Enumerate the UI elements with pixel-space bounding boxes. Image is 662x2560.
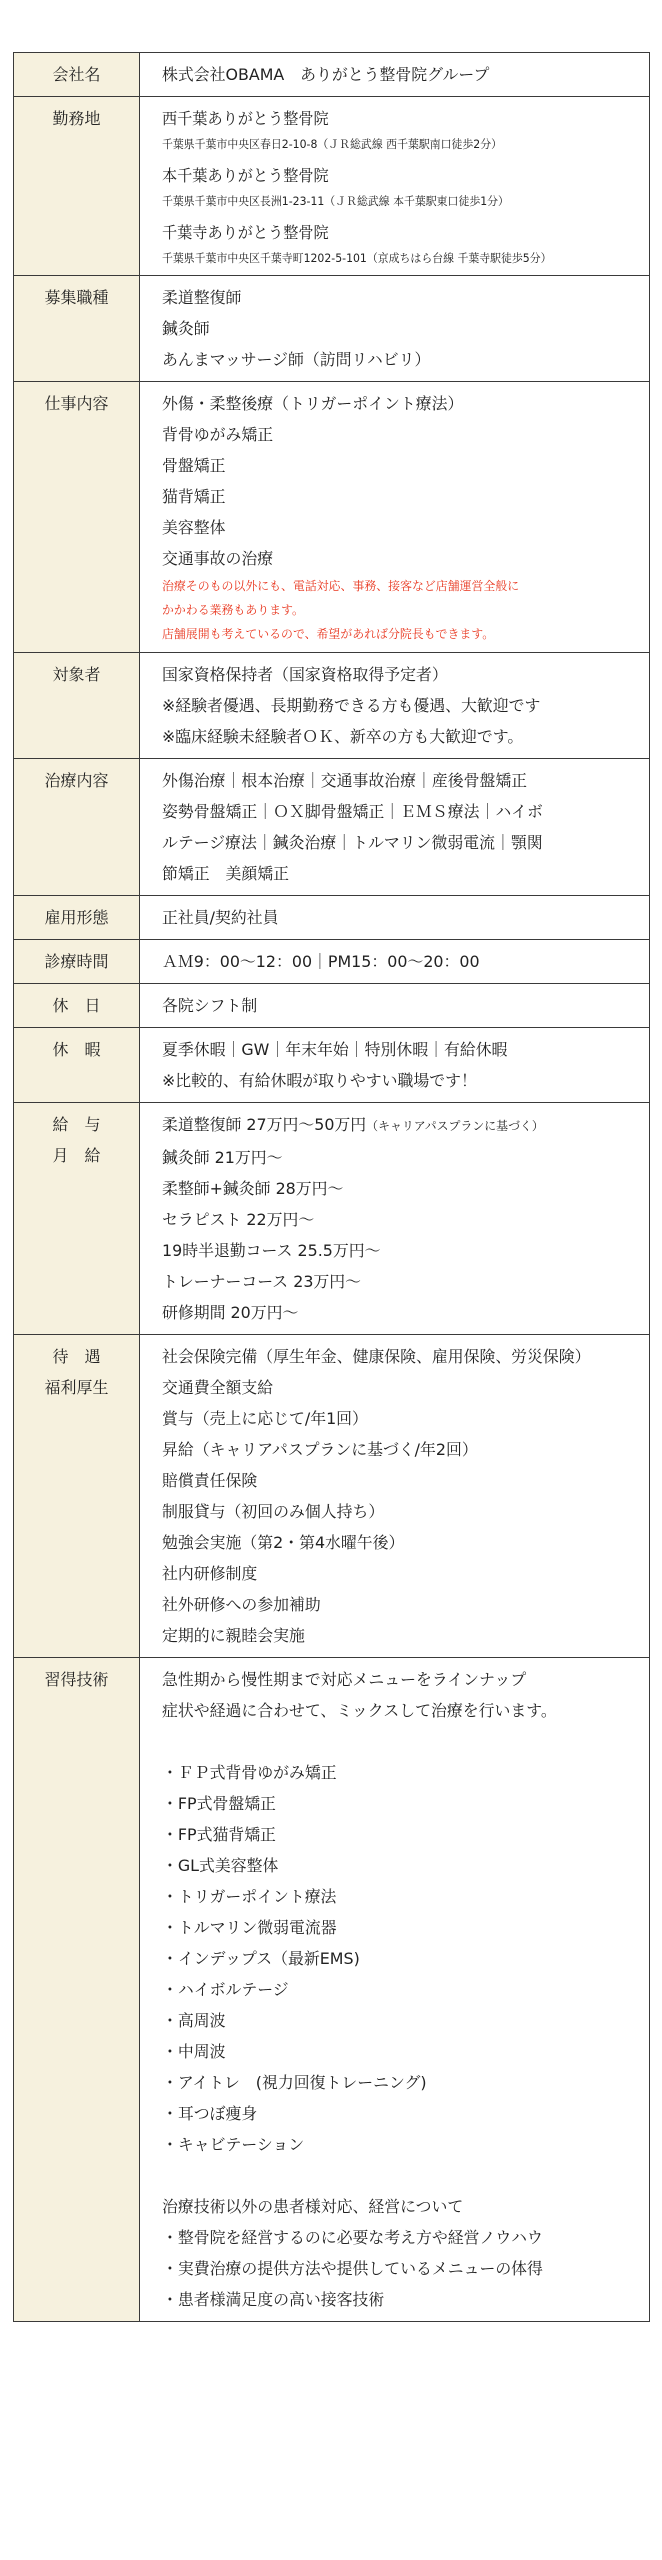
- target-label: 対象者: [14, 653, 140, 759]
- benefit-item: 賠償責任保険: [162, 1471, 258, 1490]
- position-item: あんまマッサージ師（訪問リハビリ）: [162, 350, 431, 369]
- skill-item: ・FP式猫背矯正: [162, 1825, 276, 1844]
- spacer: [162, 1726, 649, 1757]
- holidays-label: 休 日: [14, 984, 140, 1028]
- salary-item: セラピスト 22万円～: [162, 1210, 315, 1229]
- benefit-item: 昇給（キャリアパスプランに基づく/年2回）: [162, 1440, 478, 1459]
- vacation-line: 夏季休暇｜GW｜年末年始｜特別休暇｜有給休暇: [162, 1040, 508, 1059]
- salary-item: 19時半退勤コース 25.5万円～: [162, 1241, 381, 1260]
- skill-item: ・アイトレ (視力回復トレーニング): [162, 2073, 427, 2092]
- salary-item: [162, 1109, 645, 1142]
- target-item: 国家資格保持者（国家資格取得予定者）: [162, 665, 448, 684]
- salary-item: 柔整師+鍼灸師 28万円～: [162, 1179, 344, 1198]
- location-name: 本千葉ありがとう整骨院: [162, 166, 329, 185]
- skills-outro-item: ・実費治療の提供方法や提供しているメニューの体得: [162, 2259, 543, 2278]
- hours-row: [14, 940, 650, 984]
- salary-label: [14, 1103, 140, 1335]
- benefit-item: 勉強会実施（第2・第4水曜午後）: [162, 1533, 405, 1552]
- treatment-line: 節矯正 美顔矯正: [162, 864, 289, 883]
- skills-value: [140, 1658, 650, 2322]
- employment-type: 正社員/契約社員: [162, 908, 279, 927]
- positions-value: [140, 276, 650, 382]
- skills-intro: 急性期から慢性期まで対応メニューをラインナップ: [162, 1670, 527, 1689]
- salary-note: （キャリアパスプランに基づく）: [366, 1119, 544, 1133]
- benefits-label: [14, 1335, 140, 1658]
- position-item: 柔道整復師: [162, 288, 242, 307]
- work-value: [140, 382, 650, 653]
- skill-item: ・中周波: [162, 2042, 226, 2061]
- vacation-row: [14, 1028, 650, 1103]
- location-item: [162, 160, 649, 212]
- positions-row: [14, 276, 650, 382]
- job-details-table: [13, 52, 650, 2322]
- company-value: [140, 53, 650, 97]
- location-item: [162, 217, 649, 269]
- vacation-line: ※比較的、有給休暇が取りやすい職場です！: [162, 1071, 477, 1090]
- skill-item: ・トルマリン微弱電流器: [162, 1918, 337, 1937]
- benefits-label-line: 待 遇: [52, 1347, 101, 1366]
- hours-text: ＡＭ9：00～12：00｜PM15：00～20：00: [162, 952, 480, 971]
- benefit-item: 交通費全額支給: [162, 1378, 274, 1397]
- skills-intro: 症状や経過に合わせて、ミックスして治療を行います。: [162, 1701, 557, 1720]
- salary-value: [140, 1103, 650, 1335]
- benefits-row: [14, 1335, 650, 1658]
- location-name: 千葉寺ありがとう整骨院: [162, 223, 329, 242]
- hours-value: [140, 940, 650, 984]
- work-item: 交通事故の治療: [162, 549, 274, 568]
- benefit-item: 定期的に親睦会実施: [162, 1626, 305, 1645]
- skill-item: ・トリガーポイント療法: [162, 1887, 337, 1906]
- holidays-text: 各院シフト制: [162, 996, 258, 1015]
- treatment-label: 治療内容: [14, 759, 140, 896]
- salary-item: トレーナーコース 23万円～: [162, 1272, 362, 1291]
- work-note: かかわる業務もあります。: [162, 603, 304, 617]
- target-row: [14, 653, 650, 759]
- treatment-row: [14, 759, 650, 896]
- skill-item: ・インデップス（最新EMS): [162, 1949, 360, 1968]
- vacation-label: 休 暇: [14, 1028, 140, 1103]
- location-item: [162, 103, 649, 155]
- treatment-line: ルテージ療法｜鍼灸治療｜トルマリン微弱電流｜顎関: [162, 833, 543, 852]
- positions-label: 募集職種: [14, 276, 140, 382]
- skills-outro-title: 治療技術以外の患者様対応、経営について: [162, 2197, 464, 2216]
- location-address: 千葉県千葉市中央区長洲1-23-11（ＪＲ総武線 本千葉駅東口徒歩1分）: [162, 194, 509, 208]
- work-item: 背骨ゆがみ矯正: [162, 425, 274, 444]
- company-name: 株式会社OBAMA ありがとう整骨院グループ: [162, 65, 490, 84]
- vacation-value: [140, 1028, 650, 1103]
- salary-label-line: 給 与: [52, 1115, 101, 1134]
- salary-item: 研修期間 20万円～: [162, 1303, 299, 1322]
- skill-item: ・高周波: [162, 2011, 226, 2030]
- holidays-row: [14, 984, 650, 1028]
- company-label: 会社名: [14, 53, 140, 97]
- skill-item: ・ＦＰ式背骨ゆがみ矯正: [162, 1763, 337, 1782]
- work-row: [14, 382, 650, 653]
- benefit-item: 社内研修制度: [162, 1564, 258, 1583]
- treatment-value: [140, 759, 650, 896]
- skill-item: ・ハイボルテージ: [162, 1980, 289, 1999]
- holidays-value: [140, 984, 650, 1028]
- benefits-label-line: 福利厚生: [44, 1378, 109, 1397]
- skills-outro-item: ・整骨院を経営するのに必要な考え方や経営ノウハウ: [162, 2228, 543, 2247]
- benefit-item: 社会保険完備（厚生年金、健康保険、雇用保険、労災保険）: [162, 1347, 591, 1366]
- skills-row: [14, 1658, 650, 2322]
- benefit-item: 社外研修への参加補助: [162, 1595, 321, 1614]
- target-item: ※経験者優遇、長期勤務できる方も優遇、大歓迎です: [162, 696, 541, 715]
- work-note: 治療そのもの以外にも、電話対応、事務、接客など店舗運営全般に: [162, 579, 520, 593]
- employment-label: 雇用形態: [14, 896, 140, 940]
- skill-item: ・FP式骨盤矯正: [162, 1794, 276, 1813]
- work-item: 骨盤矯正: [162, 456, 226, 475]
- treatment-line: 姿勢骨盤矯正｜ＯＸ脚骨盤矯正｜ＥＭＳ療法｜ハイボ: [162, 802, 543, 821]
- work-item: 美容整体: [162, 518, 226, 537]
- skills-label: 習得技術: [14, 1658, 140, 2322]
- target-item: ※臨床経験未経験者ＯＫ、新卒の方も大歓迎です。: [162, 727, 524, 746]
- location-label: 勤務地: [14, 97, 140, 276]
- skill-item: ・耳つぼ痩身: [162, 2104, 258, 2123]
- work-label: 仕事内容: [14, 382, 140, 653]
- benefits-value: [140, 1335, 650, 1658]
- spacer: [162, 2160, 649, 2191]
- skill-item: ・GL式美容整体: [162, 1856, 279, 1875]
- work-item: 外傷・柔整後療（トリガーポイント療法）: [162, 394, 464, 413]
- company-row: [14, 53, 650, 97]
- salary-label-line: 月 給: [52, 1146, 101, 1165]
- location-address: 千葉県千葉市中央区千葉寺町1202-5-101（京成ちはら台線 千葉寺駅徒歩5分）: [162, 251, 552, 265]
- employment-row: [14, 896, 650, 940]
- skill-item: ・キャビテーション: [162, 2135, 305, 2154]
- target-value: [140, 653, 650, 759]
- skills-outro-item: ・患者様満足度の高い接客技術: [162, 2290, 385, 2309]
- salary-item: 鍼灸師 21万円～: [162, 1148, 283, 1167]
- work-item: 猫背矯正: [162, 487, 226, 506]
- position-item: 鍼灸師: [162, 319, 210, 338]
- location-name: 西千葉ありがとう整骨院: [162, 109, 329, 128]
- hours-label: 診療時間: [14, 940, 140, 984]
- location-row: [14, 97, 650, 276]
- treatment-line: 外傷治療｜根本治療｜交通事故治療｜産後骨盤矯正: [162, 771, 528, 790]
- benefit-item: 賞与（売上に応じて/年1回）: [162, 1409, 368, 1428]
- salary-row: [14, 1103, 650, 1335]
- benefit-item: 制服貸与（初回のみ個人持ち）: [162, 1502, 385, 1521]
- work-note: 店舗展開も考えているので、希望があれば分院長もできます。: [162, 627, 495, 641]
- employment-value: [140, 896, 650, 940]
- location-value: [140, 97, 650, 276]
- location-address: 千葉県千葉市中央区春日2-10-8（ＪＲ総武線 西千葉駅南口徒歩2分）: [162, 137, 503, 151]
- salary-main: 柔道整復師 27万円～50万円: [162, 1115, 367, 1134]
